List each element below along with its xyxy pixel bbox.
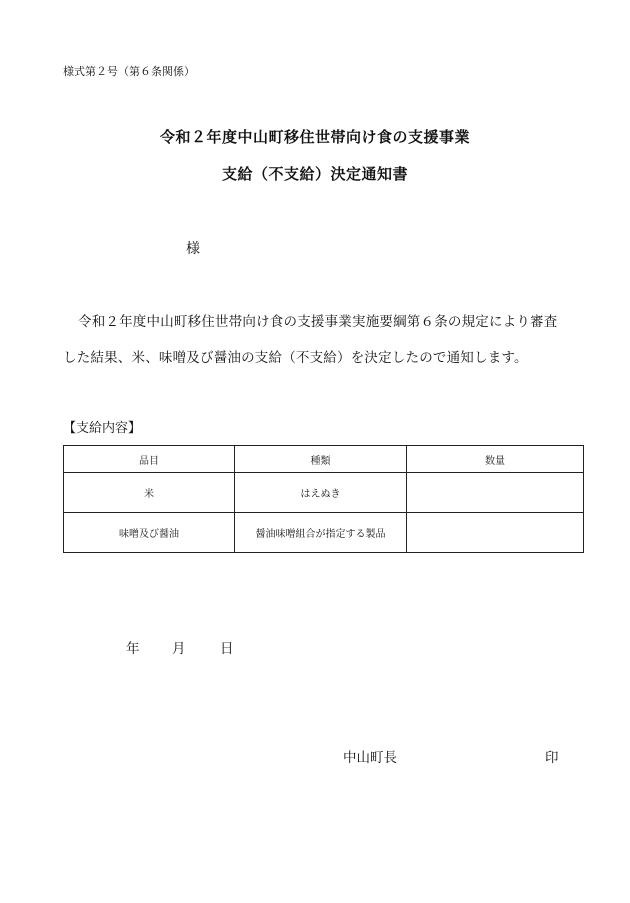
date-month-label: 月 [172,641,186,657]
document-title-line1: 令和２年度中山町移住世帯向け食の支援事業 [159,128,470,146]
document-title-line2: 支給（不支給）決定通知書 [221,165,408,183]
body-text-line2: した結果、米、味噌及び醤油の支給（不支給）を決定したので通知します。 [63,350,528,366]
header-type: 種類 [235,446,407,473]
cell-type: はえぬき [235,473,407,513]
cell-quantity [407,513,584,553]
cell-item: 味噌及び醤油 [64,513,235,553]
table-header-row [64,446,584,473]
header-quantity: 数量 [407,446,584,473]
cell-item: 米 [64,473,235,513]
supply-contents-table [63,445,584,553]
form-number: 様式第２号（第６条関係） [63,65,195,78]
cell-quantity [407,473,584,513]
body-text-line1: 令和２年度中山町移住世帯向け食の支援事業実施要綱第６条の規定により審査 [78,314,558,330]
date-year-label: 年 [126,641,140,657]
table-row [64,513,584,553]
date-day-label: 日 [220,641,234,657]
seal-mark: 印 [545,750,559,766]
header-item: 品目 [64,446,235,473]
table-row [64,473,584,513]
recipient-honorific: 様 [186,241,200,257]
cell-type: 醤油味噌組合が指定する製品 [235,513,407,553]
section-heading-supply-contents: 【支給内容】 [63,421,142,436]
issuer-mayor: 中山町長 [343,750,397,766]
